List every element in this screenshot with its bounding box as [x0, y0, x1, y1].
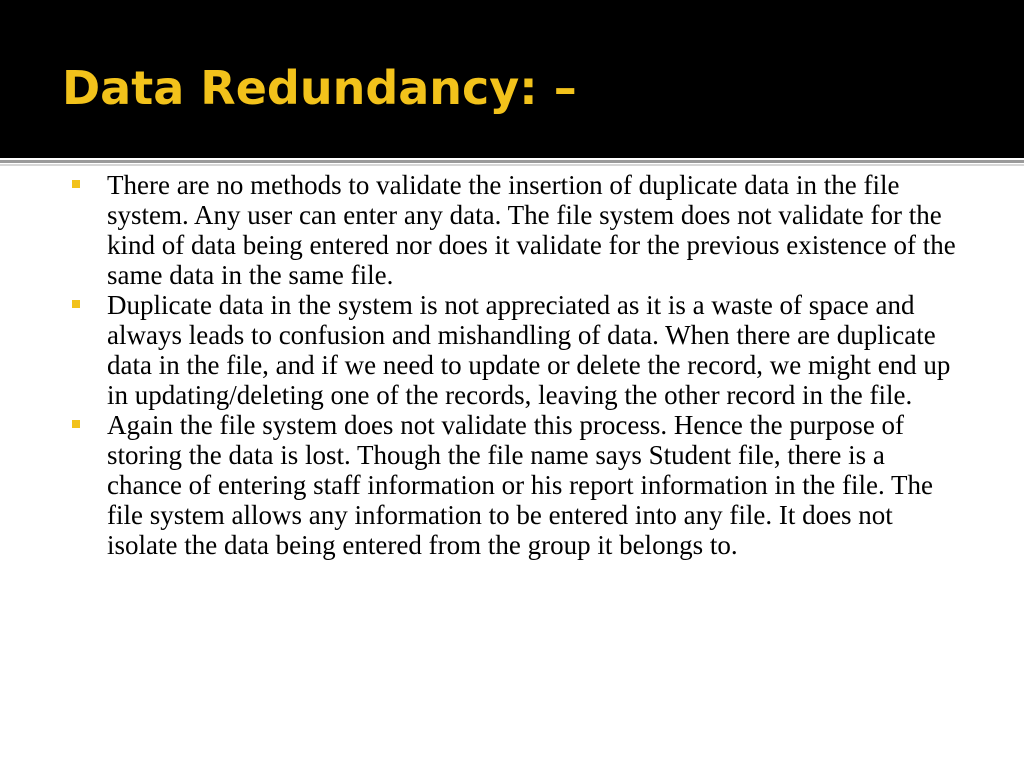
- bullet-text: Duplicate data in the system is not appreciated as it is a waste of space and always leads to confusion and mishandling of data. When there are duplicate data in the file, and if we need to update or delete the record, we might end up in updating/deleting one of the records, leaving the other record in the file.: [107, 290, 951, 410]
- square-bullet-icon: [72, 300, 80, 308]
- bullet-item: [0, 410, 1024, 560]
- slide-title: Data Redundancy: –: [62, 61, 577, 115]
- bullet-item: [0, 170, 1024, 290]
- bullet-item: [0, 290, 1024, 410]
- title-bar: [0, 0, 1024, 158]
- bullet-list: [0, 170, 1024, 560]
- bullet-text: Again the file system does not validate this process. Hence the purpose of storing the data is lost. Though the file name says Student file, there is a chance of entering staff information or his report information in the file. The file system allows any information to be entered into any file. It does not isolate the data being entered from the group it belongs to.: [107, 410, 933, 560]
- square-bullet-icon: [72, 180, 80, 188]
- title-divider-light: [0, 164, 1024, 166]
- square-bullet-icon: [72, 420, 80, 428]
- title-divider: [0, 160, 1024, 163]
- bullet-text: There are no methods to validate the insertion of duplicate data in the file system. Any user can enter any data. The file system does not validate for the kind of data being entered nor does it validate for the previous existence of the same data in the same file.: [107, 170, 956, 290]
